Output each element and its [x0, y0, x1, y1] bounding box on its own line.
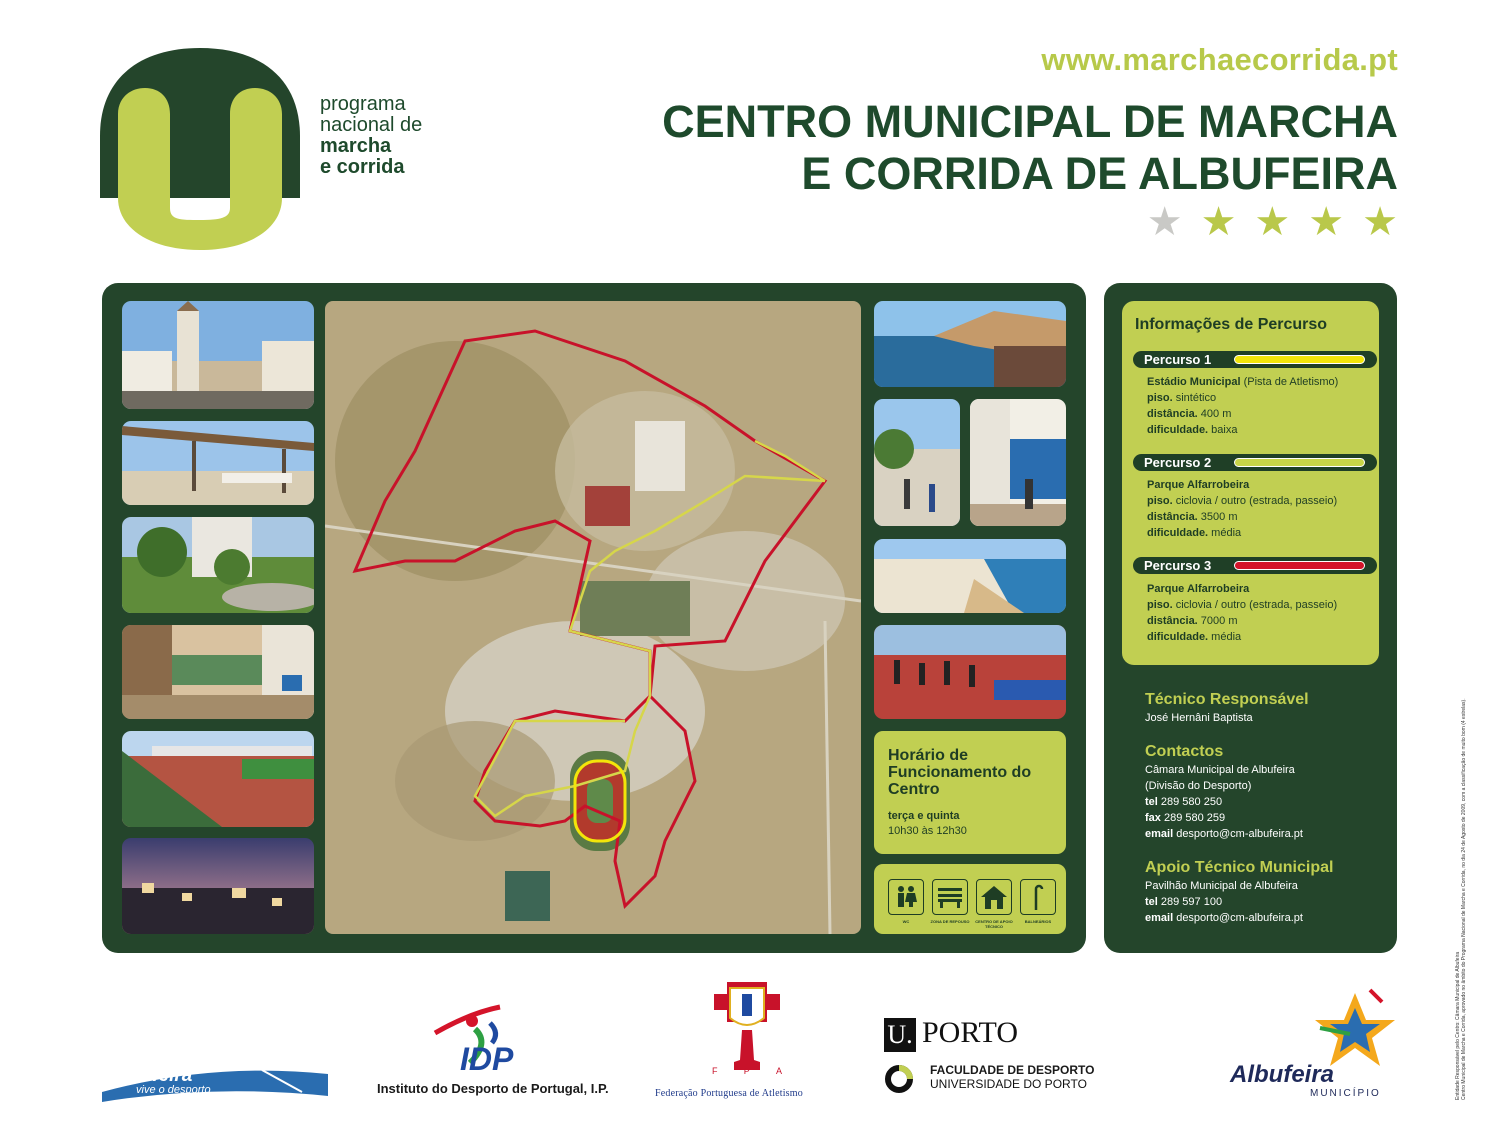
photo-shopping-street — [122, 625, 314, 719]
albufeira-desporto-logo — [102, 1062, 328, 1102]
photo-harbour — [874, 301, 1066, 387]
route-info-box — [1122, 301, 1379, 665]
distancia-label: distância. — [1147, 615, 1198, 627]
tel-label: tel — [1145, 796, 1158, 808]
photo-park — [122, 517, 314, 613]
distancia-value: 3500 m — [1197, 511, 1238, 523]
dificuldade-label: dificuldade. — [1147, 424, 1209, 436]
piso-label: piso. — [1147, 495, 1173, 507]
logo-line: marcha — [320, 135, 392, 157]
programa-logo-icon — [100, 48, 300, 250]
logo-line: e corrida — [320, 156, 405, 178]
fpa-letters — [712, 1066, 782, 1076]
distancia-value: 400 m — [1197, 408, 1232, 420]
hours-title: Horário de Funcionamento do Centro — [888, 747, 1032, 798]
route-2-swatch — [1234, 458, 1365, 467]
star-empty-icon: ★ — [1146, 200, 1183, 244]
star-filled-icon: ★ — [1200, 200, 1237, 244]
route-3-swatch — [1234, 561, 1365, 570]
route-2-details — [1147, 477, 1337, 541]
page-title — [662, 96, 1398, 200]
tel-value[interactable]: 289 597 100 — [1157, 896, 1223, 908]
albufeira-desporto-tag: vive o desporto — [136, 1084, 211, 1096]
info-panel — [1104, 283, 1397, 953]
piso-value: ciclovia / outro (estrada, passeio) — [1172, 495, 1338, 507]
credit-line-1: Entidade Responsável pelo Centro: Câmara Municipal de Albufeira — [1455, 951, 1461, 1100]
route-location: Parque Alfarrobeira — [1147, 479, 1250, 491]
albufeira-municipio-star-icon — [1310, 988, 1400, 1068]
email-label: email — [1145, 828, 1174, 840]
photo-promenade — [874, 399, 960, 526]
rating-stars — [1147, 202, 1398, 242]
route-location: Estádio Municipal — [1147, 376, 1241, 388]
fax-label: fax — [1145, 812, 1161, 824]
credit-line-2: Centro Municipal de Marcha e Corrida, aprovado no âmbito do Programa Nacional de Marcha e Corrida, no dia 24 de Agosto de 2009, com a classificação de muito bom (4 estrelas). — [1461, 698, 1467, 1100]
tel-label: tel — [1145, 896, 1158, 908]
apoio-heading: Apoio Técnico Municipal — [1145, 859, 1334, 876]
info-title: Informações de Percurso — [1135, 316, 1328, 333]
logo-line: programa — [320, 93, 406, 115]
programa-logo-text — [320, 94, 422, 178]
route-location-note: (Pista de Atletismo) — [1240, 376, 1339, 388]
fpa-letter: P — [743, 1066, 750, 1076]
hours-days: terça e quinta — [888, 810, 960, 822]
uporto-u: U. — [887, 1020, 913, 1049]
house-icon — [976, 879, 1012, 915]
photo-church-square — [122, 301, 314, 409]
logo-line: nacional de — [320, 114, 423, 136]
facilities-legend — [874, 864, 1066, 934]
distancia-label: distância. — [1147, 408, 1198, 420]
tel-value[interactable]: 289 580 250 — [1157, 796, 1223, 808]
facility-label: BALNEÁRIOS — [1024, 919, 1052, 924]
star-filled-icon: ★ — [1362, 200, 1398, 244]
route-3-bar — [1133, 557, 1377, 574]
route-1-swatch — [1234, 355, 1365, 364]
photo-beach-canopy — [122, 421, 314, 505]
photo-coast — [874, 539, 1066, 613]
uporto-porto: PORTO — [922, 1016, 1019, 1049]
apoio-details — [1145, 878, 1303, 926]
uporto-line-2: UNIVERSIDADE DO PORTO — [930, 1077, 1087, 1091]
title-line-1: CENTRO MUNICIPAL DE MARCHA — [662, 96, 1398, 147]
route-2-name: Percurso 2 — [1144, 455, 1212, 470]
photo-night-town — [122, 838, 314, 934]
piso-value: ciclovia / outro (estrada, passeio) — [1172, 599, 1338, 611]
route-1-name: Percurso 1 — [1144, 352, 1212, 367]
photo-track-race — [874, 625, 1066, 719]
photo-alley — [970, 399, 1066, 526]
hours-time: 10h30 às 12h30 — [888, 825, 967, 837]
star-filled-icon: ★ — [1254, 200, 1291, 244]
photo-stadium-crowd — [122, 731, 314, 827]
facility-label: ZONA DE REPOUSO — [930, 919, 970, 924]
piso-value: sintético — [1172, 392, 1217, 404]
route-3-details — [1147, 581, 1337, 645]
contactos-heading: Contactos — [1145, 743, 1224, 760]
site-url[interactable]: www.marchaecorrida.pt — [1041, 42, 1398, 77]
email-value[interactable]: desporto@cm-albufeira.pt — [1173, 828, 1303, 840]
route-3-name: Percurso 3 — [1144, 558, 1212, 573]
uporto-u-box — [884, 1018, 916, 1052]
fpa-letter: F — [712, 1066, 718, 1076]
tecnico-name: José Hernâni Baptista — [1145, 712, 1253, 724]
dificuldade-value: média — [1208, 527, 1242, 539]
contactos-dept: (Divisão do Desporto) — [1145, 780, 1252, 792]
dificuldade-label: dificuldade. — [1147, 527, 1209, 539]
apoio-org: Pavilhão Municipal de Albufeira — [1145, 880, 1298, 892]
credit-text — [1455, 570, 1475, 1100]
dificuldade-value: média — [1208, 631, 1242, 643]
title-line-2: E CORRIDA DE ALBUFEIRA — [801, 148, 1398, 199]
uporto-line-1: FACULDADE DE DESPORTO — [930, 1063, 1095, 1077]
route-map[interactable] — [325, 301, 861, 934]
facility-label: CENTRO DE APOIO TÉCNICO — [975, 919, 1013, 929]
uporto-ring-icon — [884, 1064, 914, 1094]
idp-name: Instituto do Desporto de Portugal, I.P. — [377, 1081, 609, 1096]
route-1-bar — [1133, 351, 1377, 368]
fpa-letter: A — [775, 1066, 782, 1076]
distancia-value: 7000 m — [1197, 615, 1238, 627]
fax-value: 289 580 259 — [1160, 812, 1226, 824]
bench-icon — [932, 879, 968, 915]
dificuldade-label: dificuldade. — [1147, 631, 1209, 643]
idp-logo — [430, 1003, 550, 1078]
albufeira-municipio-sub: MUNICÍPIO — [1310, 1088, 1381, 1099]
albufeira-desporto-main: Albufeira — [110, 1065, 193, 1086]
piso-label: piso. — [1147, 599, 1173, 611]
piso-label: piso. — [1147, 392, 1173, 404]
facility-label: WC — [902, 919, 910, 924]
opening-hours — [874, 731, 1066, 854]
distancia-label: distância. — [1147, 511, 1198, 523]
fpa-crest — [712, 980, 782, 1080]
contactos-org: Câmara Municipal de Albufeira — [1145, 764, 1295, 776]
idp-acronym: IDP — [460, 1041, 514, 1077]
cane-icon — [1020, 879, 1056, 915]
contactos-details — [1145, 762, 1303, 842]
albufeira-municipio-name: Albufeira — [1230, 1061, 1335, 1088]
dificuldade-value: baixa — [1208, 424, 1238, 436]
email-value[interactable]: desporto@cm-albufeira.pt — [1173, 912, 1303, 924]
fpa-name: Federação Portuguesa de Atletismo — [655, 1088, 803, 1099]
route-2-bar — [1133, 454, 1377, 471]
email-label: email — [1145, 912, 1174, 924]
route-1-details — [1147, 374, 1338, 438]
route-location: Parque Alfarrobeira — [1147, 583, 1250, 595]
wc-icon — [888, 879, 924, 915]
star-filled-icon: ★ — [1308, 200, 1345, 244]
tecnico-heading: Técnico Responsável — [1145, 691, 1309, 708]
